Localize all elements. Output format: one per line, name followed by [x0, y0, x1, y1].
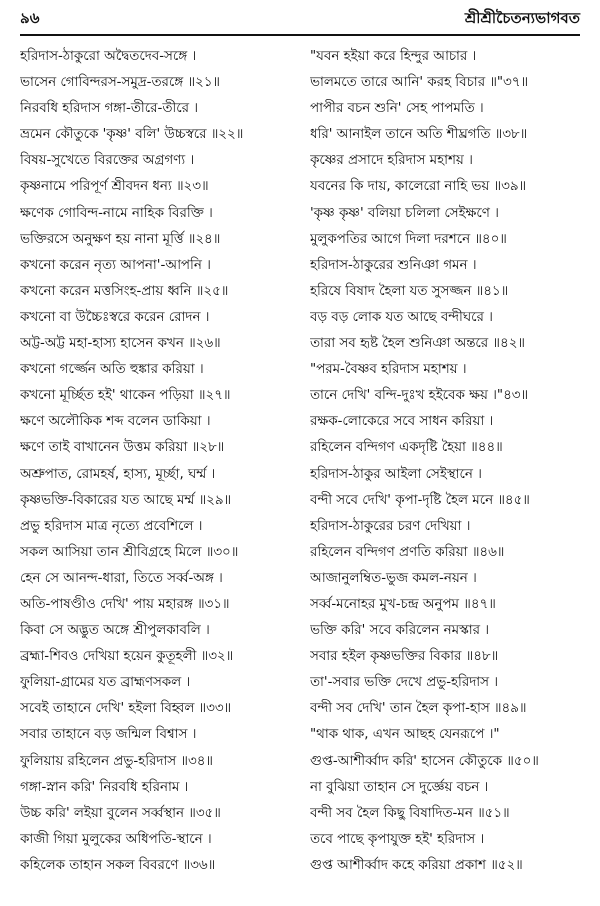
verse-line: কিবা সে অদ্ভুত অঙ্গে শ্রীপুলকাবলি ।: [20, 623, 210, 639]
left-column: [20, 44, 295, 879]
verse-line: কাজী গিয়া মুলুকের অধিপতি-স্থানে ।: [20, 831, 212, 847]
verse-line: নিরবধি হরিদাস গঙ্গা-তীরে-তীরে ।: [20, 101, 198, 117]
verse-line: কখনো মূর্চ্ছিত হই' থাকেন পড়িয়া ॥২৭॥: [20, 388, 231, 404]
verse-line: কৃষ্ণের প্রসাদে হরিদাস মহাশয় ।: [310, 153, 473, 169]
page-number: ৯৬: [20, 8, 40, 27]
verse-line: গুপ্ত আশীর্ব্বাদ কহে করিয়া প্রকাশ ॥৫২॥: [310, 857, 523, 873]
verse-line: তারা সব হৃষ্ট হৈল শুনিঞা অন্তরে ॥৪২॥: [310, 336, 525, 352]
verse-line: "পরম-বৈষ্ণব হরিদাস মহাশয় ।: [310, 362, 467, 378]
verse-line: ভক্তিরসে অনুক্ষণ হয় নানা মূর্ত্তি ॥২৪॥: [20, 231, 221, 247]
verse-line: ভাসেন গোবিন্দরস-সমুদ্র-তরঙ্গে ॥২১॥: [20, 75, 220, 91]
verse-line: যবনের কি দায়, কালেরো নাহি ভয় ॥৩৯॥: [310, 179, 527, 195]
verse-line: বড় বড় লোক যত আছে বন্দীঘরে ।: [310, 309, 493, 325]
verse-line: ক্ষণেক গোবিন্দ-নামে নাহিক বিরক্তি ।: [20, 205, 213, 221]
verse-line: ফুলিয়ায় রহিলেন প্রভু-হরিদাস ॥৩৪॥: [20, 753, 213, 769]
verse-line: তানে দেখি' বন্দি-দুঃখ হইবেক ক্ষয় ।"৪৩॥: [310, 388, 529, 404]
verse-line: রহিলেন বন্দিগণ একদৃষ্টি হৈয়া ॥৪৪॥: [310, 440, 503, 456]
verse-line: ক্ষণে তাই বাখানেন উত্তম করিয়া ॥২৮॥: [20, 440, 225, 456]
verse-line: হরিষে বিষাদ হৈলা যত সুসজ্জন ॥৪১॥: [310, 283, 509, 299]
verse-line: ভক্তি করি' সবে করিলেন নমস্কার ।: [310, 623, 490, 639]
verse-line: ধরি' আনাইল তানে অতি শীঘ্রগতি ॥৩৮॥: [310, 127, 528, 143]
verse-line: তবে পাছে কৃপাযুক্ত হই' হরিদাস ।: [310, 831, 485, 847]
verse-line: বন্দী সব দেখি' তান হৈল কৃপা-হাস ॥৪৯॥: [310, 701, 527, 717]
verse-line: কখনো গর্জ্জেন অতি হুঙ্কার করিয়া ।: [20, 362, 204, 378]
verse-line: হরিদাস-ঠাকুরের শুনিঞা গমন ।: [310, 257, 477, 273]
verse-line: রক্ষক-লোকেরে সবে সাধন করিয়া ।: [310, 414, 494, 430]
verse-line: গুপ্ত-আশীর্ব্বাদ করি' হাসেন কৌতুকে ॥৫০॥: [310, 753, 539, 769]
verse-line: না বুঝিয়া তাহান সে দুর্জ্ঞেয় বচন ।: [310, 779, 489, 795]
verse-line: কৃষ্ণনামে পরিপূর্ণ শ্রীবদন ধন্য ॥২৩॥: [20, 179, 209, 195]
verse-line: হরিদাস-ঠাকুরের চরণ দেখিয়া ।: [310, 518, 471, 534]
verse-line: মুলুকপতির আগে দিলা দরশনে ॥৪০॥: [310, 231, 507, 247]
verse-line: উচ্চ করি' লইয়া বুলেন সর্ব্বস্থান ॥৩৫॥: [20, 805, 221, 821]
verse-line: পাপীর বচন শুনি' সেহ পাপমতি ।: [310, 101, 484, 117]
header-rule: [20, 34, 580, 36]
verse-line: কৃষ্ণভক্তি-বিকারের যত আছে মর্ম্ম ॥২৯॥: [20, 492, 232, 508]
verse-line: "যবন হইয়া করে হিন্দুর আচার ।: [310, 49, 477, 64]
right-column: [310, 44, 585, 879]
book-title: শ্রীশ্রীচৈতন্যভাগবত: [464, 8, 580, 27]
verse-line: সর্ব্ব-মনোহর মুখ-চন্দ্র অনুপম ॥৪৭॥: [310, 596, 496, 612]
verse-line: বন্দী সবে দেখি' কৃপা-দৃষ্টি হৈল মনে ॥৪৫॥: [310, 492, 530, 508]
verse-line: বিষয়-সুখেতে বিরক্তের অগ্রগণ্য ।: [20, 153, 195, 169]
verse-line: কখনো বা উচ্চৈঃস্বরে করেন রোদন ।: [20, 309, 210, 325]
verse-line: প্রভু হরিদাস মাত্র নৃত্যে প্রবেশিলে ।: [20, 518, 203, 534]
verse-line: 'কৃষ্ণ কৃষ্ণ' বলিয়া চলিলা সেইক্ষণে ।: [310, 205, 499, 221]
verse-line: সকল আসিয়া তান শ্রীবিগ্রহে মিলে ॥৩০॥: [20, 544, 239, 560]
verse-line: ভ্রমেন কৌতুকে 'কৃষ্ণ' বলি' উচ্চস্বরে ॥২২॥: [20, 127, 244, 143]
verse-line: সবার তাহানে বড় জন্মিল বিশ্বাস ।: [20, 727, 197, 743]
page-header: [20, 6, 580, 32]
verse-line: হেন সে আনন্দ-ধারা, তিতে সর্ব্ব-অঙ্গ ।: [20, 570, 223, 586]
verse-line: "থাক থাক, এখন আছহ যেনরূপে ।": [310, 727, 500, 743]
verse-line: কখনো করেন মত্তসিংহ-প্রায় ধ্বনি ॥২৫॥: [20, 283, 229, 299]
verse-line: ফুলিয়া-গ্রামের যত ব্রাহ্মণসকল ।: [20, 675, 191, 691]
verse-line: হরিদাস-ঠাকুর আইলা সেইস্থানে ।: [310, 466, 482, 482]
verse-line: কহিলেক তাহান সকল বিবরণে ॥৩৬॥: [20, 857, 216, 873]
verse-line: কখনো করেন নৃত্য আপনা'-আপনি ।: [20, 257, 211, 273]
verse-line: হরিদাস-ঠাকুরো অদ্বৈতদেব-সঙ্গে ।: [20, 49, 197, 64]
verse-line: তা'-সবার ভক্তি দেখে প্রভু-হরিদাস ।: [310, 675, 499, 691]
verse-line: গঙ্গা-স্নান করি' নিরবধি হরিনাম ।: [20, 779, 189, 795]
verse-line: বন্দী সব হৈল কিছু বিষাদিত-মন ॥৫১॥: [310, 805, 510, 821]
verse-line: ক্ষণে অলৌকিক শব্দ বলেন ডাকিয়া ।: [20, 414, 211, 430]
verse-line: আজানুলম্বিত-ভুজ কমল-নয়ন ।: [310, 570, 477, 586]
verse-line: ব্রহ্মা-শিবও দেখিয়া হয়েন কুতূহলী ॥৩২॥: [20, 649, 234, 665]
verse-line: সবার হইল কৃষ্ণভক্তির বিকার ॥৪৮॥: [310, 649, 499, 665]
verse-line: সবেই তাহানে দেখি' হইলা বিহ্বল ॥৩৩॥: [20, 701, 232, 717]
verse-line: ভালমতে তারে আনি' করহ বিচার ॥"৩৭॥: [310, 75, 529, 91]
verse-line: অশ্রুপাত, রোমহর্ষ, হাস্য, মূর্চ্ছা, ঘর্ম্ম ।: [20, 466, 216, 482]
verse-line: রহিলেন বন্দিগণ প্রণতি করিয়া ॥৪৬॥: [310, 544, 505, 560]
verse-line: অতি-পাষণ্ডীও দেখি' পায় মহারঙ্গ ॥৩১॥: [20, 596, 230, 612]
verse-line: অট্ট-অট্ট মহা-হাস্য হাসেন কখন ॥২৬॥: [20, 336, 221, 352]
